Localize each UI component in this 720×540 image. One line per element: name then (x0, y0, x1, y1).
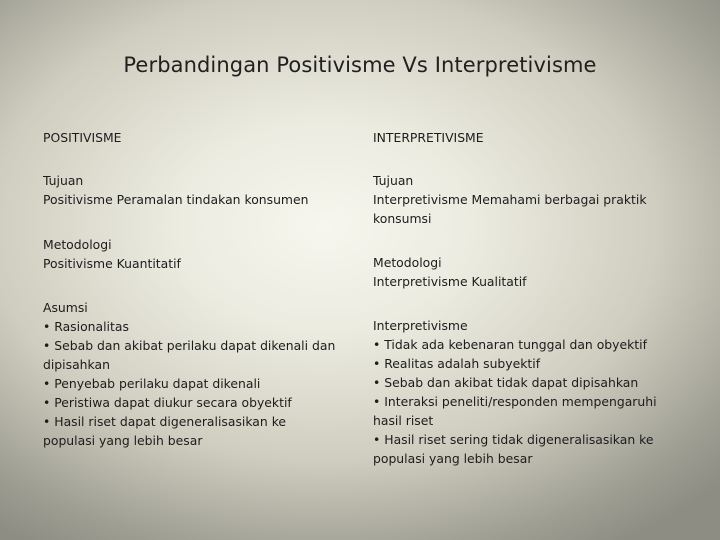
metodologi-text: Interpretivisme Kualitatif (373, 274, 527, 289)
interpretivisme-tujuan (373, 171, 647, 228)
asumsi-item: • Rasionalitas (43, 319, 129, 334)
interpretivisme-metodologi (373, 253, 527, 291)
asumsi-item: • Sebab dan akibat tidak dapat dipisahkan (373, 375, 639, 390)
asumsi-item: • Realitas adalah subyektif (373, 356, 541, 371)
positivisme-metodologi (43, 235, 181, 273)
tujuan-text: Interpretivisme Memahami berbagai praktik (373, 192, 647, 207)
asumsi-item: populasi yang lebih besar (43, 433, 203, 448)
asumsi-item: • Sebab dan akibat perilaku dapat dikenali dan (43, 338, 336, 353)
tujuan-label: Tujuan (43, 173, 84, 188)
tujuan-label: Tujuan (373, 173, 414, 188)
asumsi-item: • Hasil riset sering tidak digeneralisasikan ke (373, 432, 654, 447)
positivisme-tujuan (43, 171, 308, 209)
asumsi-label: Interpretivisme (373, 318, 468, 333)
tujuan-text: konsumsi (373, 211, 432, 226)
asumsi-item: • Tidak ada kebenaran tunggal dan obyektif (373, 337, 647, 352)
asumsi-item: dipisahkan (43, 357, 110, 372)
metodologi-label: Metodologi (373, 255, 442, 270)
asumsi-item: hasil riset (373, 413, 434, 428)
metodologi-text: Positivisme Kuantitatif (43, 256, 181, 271)
tujuan-text: Positivisme Peramalan tindakan konsumen (43, 192, 309, 207)
heading-text: POSITIVISME (43, 130, 122, 145)
positivisme-asumsi (43, 298, 335, 450)
interpretivisme-asumsi (373, 316, 657, 468)
metodologi-label: Metodologi (43, 237, 112, 252)
positivisme-heading (43, 128, 121, 147)
slide-title: Perbandingan Positivisme Vs Interpretivisme (123, 53, 597, 77)
interpretivisme-heading (373, 128, 484, 147)
asumsi-item: populasi yang lebih besar (373, 451, 533, 466)
asumsi-item: • Hasil riset dapat digeneralisasikan ke (43, 414, 287, 429)
heading-text: INTERPRETIVISME (373, 130, 484, 145)
asumsi-item: • Penyebab perilaku dapat dikenali (43, 376, 261, 391)
asumsi-item: • Peristiwa dapat diukur secara obyektif (43, 395, 292, 410)
asumsi-label: Asumsi (43, 300, 88, 315)
asumsi-item: • Interaksi peneliti/responden mempengaruhi (373, 394, 657, 409)
